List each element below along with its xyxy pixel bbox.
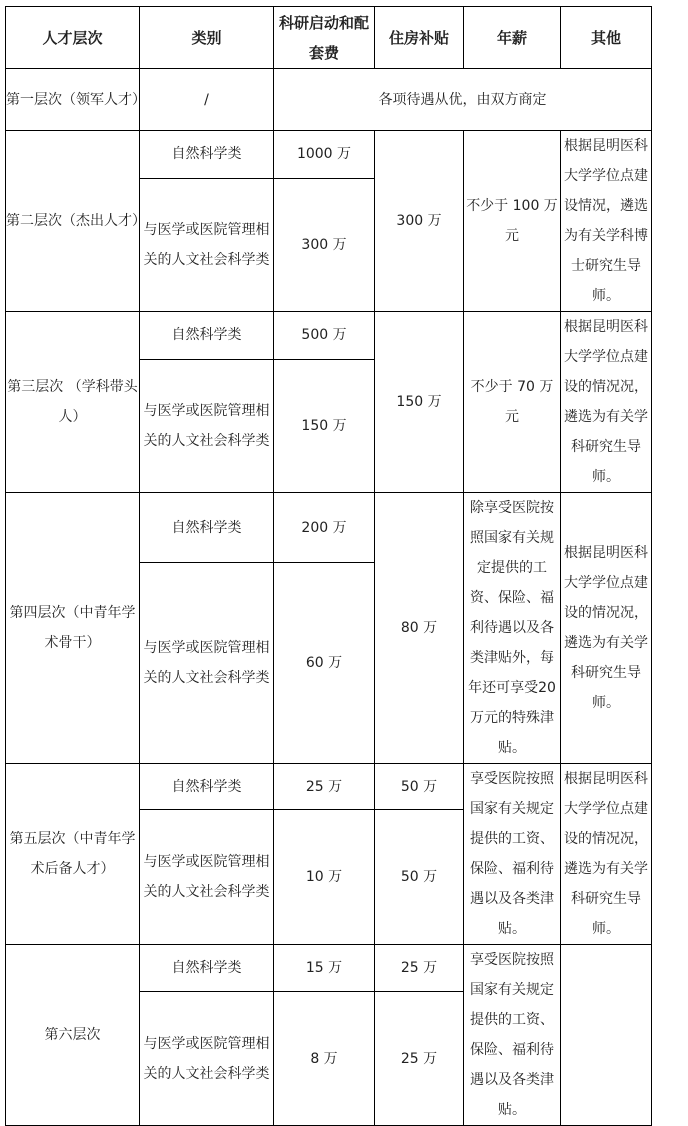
tier-salary: 不少于 70 万元: [464, 312, 561, 493]
tier-fund: 25 万: [274, 764, 375, 810]
tier-level: 第三层次 （学科带头人）: [6, 312, 140, 493]
table-row: [6, 493, 652, 563]
tier-merged-note: 各项待遇从优，由双方商定: [274, 69, 652, 131]
tier-category: 与医学或医院管理相关的人文社会科学类: [140, 992, 274, 1126]
tier-other: 根据昆明医科大学学位点建设的情况况，遴选为有关学科研究生导师。: [561, 312, 652, 493]
tier-level: 第一层次（领军人才）: [6, 69, 140, 131]
tier-category: 自然科学类: [140, 493, 274, 563]
tier-housing: 25 万: [375, 992, 464, 1126]
tier-fund: 500 万: [274, 312, 375, 360]
tier-housing: 80 万: [375, 493, 464, 764]
table-row: [6, 69, 652, 131]
tier-level: 第五层次（中青年学术后备人才）: [6, 764, 140, 945]
tier-other: 根据昆明医科大学学位点建设的情况况，遴选为有关学科研究生导师。: [561, 493, 652, 764]
header-housing: 住房补贴: [375, 7, 464, 69]
tier-category: 与医学或医院管理相关的人文社会科学类: [140, 359, 274, 492]
tier-category: 与医学或医院管理相关的人文社会科学类: [140, 178, 274, 311]
tier-salary: 除享受医院按照国家有关规定提供的工资、保险、福利待遇以及各类津贴外，每年还可享受20万元的特殊津贴。: [464, 493, 561, 764]
tier-fund: 200 万: [274, 493, 375, 563]
tier-salary: 享受医院按照国家有关规定提供的工资、保险、福利待遇以及各类津贴。: [464, 764, 561, 945]
tier-housing: 50 万: [375, 764, 464, 810]
tier-salary: 享受医院按照国家有关规定提供的工资、保险、福利待遇以及各类津贴。: [464, 945, 561, 1126]
table-header-row: [6, 7, 652, 69]
tier-fund: 15 万: [274, 945, 375, 992]
table-row: [6, 312, 652, 360]
tier-category: 自然科学类: [140, 312, 274, 360]
table-row: [6, 945, 652, 992]
tier-salary: 不少于 100 万元: [464, 131, 561, 312]
header-salary: 年薪: [464, 7, 561, 69]
talent-benefits-table: [5, 6, 652, 1126]
header-other: 其他: [561, 7, 652, 69]
tier-level: 第二层次（杰出人才）: [6, 131, 140, 312]
table-row: [6, 764, 652, 810]
tier-fund: 60 万: [274, 563, 375, 764]
table-row: [6, 131, 652, 179]
tier-other: 根据昆明医科大学学位点建设情况，遴选为有关学科博士研究生导师。: [561, 131, 652, 312]
tier-housing: 300 万: [375, 131, 464, 312]
tier-fund: 300 万: [274, 178, 375, 311]
header-level: 人才层次: [6, 7, 140, 69]
tier-category: /: [140, 69, 274, 131]
tier-other: 根据昆明医科大学学位点建设的情况况，遴选为有关学科研究生导师。: [561, 764, 652, 945]
tier-other: [561, 945, 652, 1126]
tier-category: 与医学或医院管理相关的人文社会科学类: [140, 810, 274, 945]
tier-fund: 1000 万: [274, 131, 375, 179]
tier-category: 与医学或医院管理相关的人文社会科学类: [140, 563, 274, 764]
header-category: 类别: [140, 7, 274, 69]
tier-fund: 150 万: [274, 359, 375, 492]
tier-level: 第六层次: [6, 945, 140, 1126]
header-research-fund: 科研启动和配套费: [274, 7, 375, 69]
tier-level: 第四层次（中青年学术骨干）: [6, 493, 140, 764]
tier-housing: 150 万: [375, 312, 464, 493]
tier-category: 自然科学类: [140, 131, 274, 179]
tier-category: 自然科学类: [140, 945, 274, 992]
tier-category: 自然科学类: [140, 764, 274, 810]
tier-fund: 8 万: [274, 992, 375, 1126]
tier-housing: 25 万: [375, 945, 464, 992]
tier-housing: 50 万: [375, 810, 464, 945]
tier-fund: 10 万: [274, 810, 375, 945]
